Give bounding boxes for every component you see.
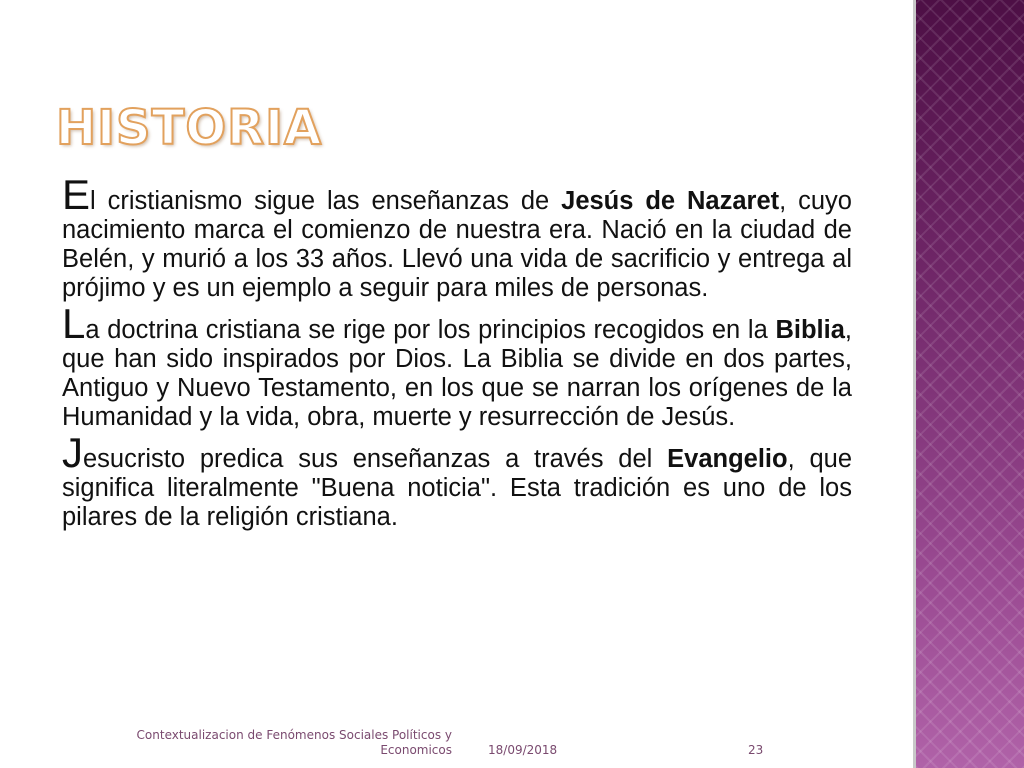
slide-title: HISTORIA <box>56 100 323 156</box>
dropcap: E <box>62 171 91 218</box>
paragraph-3 <box>62 429 853 532</box>
paragraph-text: esucristo predica sus enseñanzas a través del <box>83 445 668 473</box>
bold-term: Evangelio <box>667 445 788 473</box>
dropcap: J <box>62 429 83 476</box>
footer-course-line1: Contextualizacion de Fenómenos Sociales Políticos y <box>136 728 452 742</box>
paragraph-text: , que significa literalmente "Buena noticia". Esta tradición es uno de los pilares de la religión cristiana. <box>62 445 853 531</box>
footer-course-line2: Economicos <box>380 743 452 757</box>
footer-date: 18/09/2018 <box>488 743 558 757</box>
decorative-side-panel <box>913 0 1024 768</box>
footer-course-name <box>110 728 452 758</box>
bold-term: Jesús de Nazaret <box>561 187 780 215</box>
paragraph-text: , cuyo nacimiento marca el comienzo de nuestra era. Nació en la ciudad de Belén, y murió a los 33 años. Llevó una vida de sacrificio y entrega al prójimo y es un ejemplo a seguir para miles de personas. <box>62 187 852 302</box>
dropcap: L <box>62 300 86 347</box>
paragraph-text: l cristianismo sigue las enseñanzas de <box>90 187 562 215</box>
paragraph-2 <box>62 300 852 432</box>
slide-number: 23 <box>748 743 764 757</box>
slide-body <box>62 171 853 538</box>
paragraph-text: , que han sido inspirados por Dios. La Biblia se divide en dos partes, Antiguo y Nuevo Testamento, en los que se narran los orígenes de la Humanidad y la vida, obra, muerte y resurrección de Jesús. <box>62 316 852 431</box>
paragraph-text: a doctrina cristiana se rige por los principios recogidos en la <box>85 316 776 344</box>
bold-term: Biblia <box>775 316 845 344</box>
paragraph-1 <box>62 171 852 303</box>
